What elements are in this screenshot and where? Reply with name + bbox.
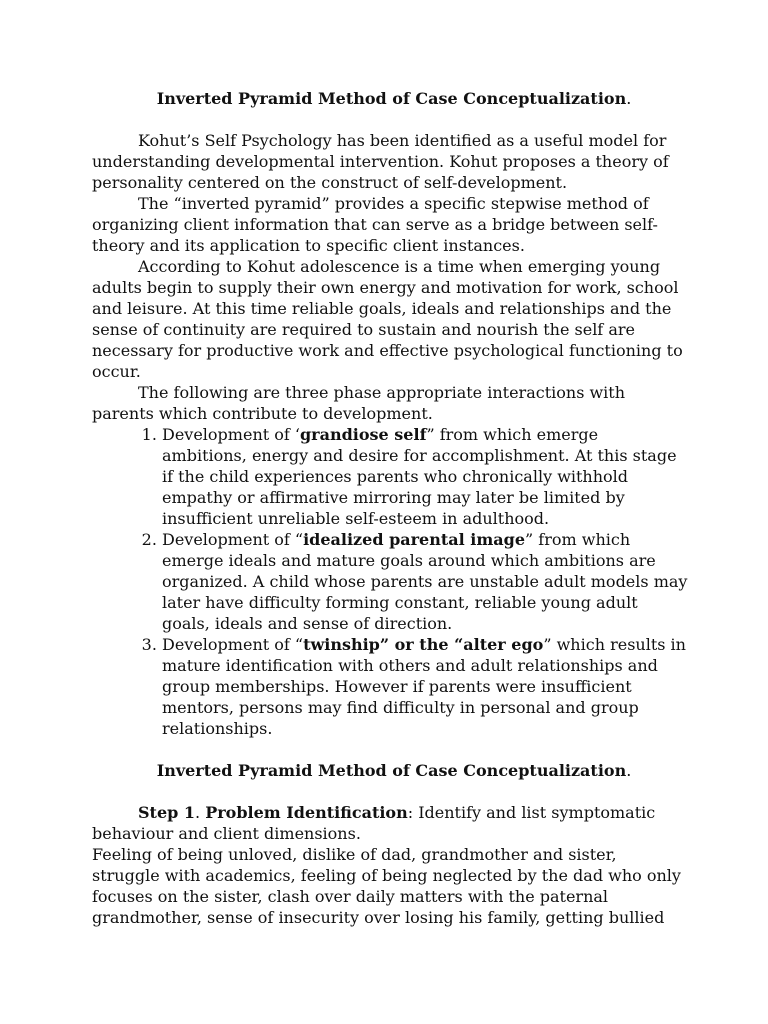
title-dot: . [626,89,632,108]
section-title-text: Inverted Pyramid Method of Case Conceptualization [156,761,627,780]
step-1-heading: Problem Identification [205,803,408,822]
title-text: Inverted Pyramid Method of Case Conceptualization [156,89,627,108]
paragraph-5: Feeling of being unloved, dislike of dad, grandmother and sister, struggle with academics, feeling of being neglected by the dad who only focuses on the sister, clash over daily matters with the paternal grandmother, sense of insecurity over losing his family, getting bullied [92,845,681,927]
step-1-paragraph: Step 1. Problem Identification: Identify and list symptomatic behaviour and client dimensions. [92,803,656,843]
list-item: 2. Development of “idealized parental image” from which emerge ideals and mature goals around which ambitions are organized. A child whose parents are unstable adult models may later have difficulty forming constant, reliable young adult goals, ideals and sense of direction. [162,529,688,634]
term-twinship: twinship [303,635,380,654]
step-1-label: Step 1 [138,803,196,822]
paragraph-2: The “inverted pyramid” provides a specific stepwise method of organizing client information that can serve as a bridge between self-theory and its application to specific client instances. [92,194,658,255]
term-grandiose-self: grandiose self [299,425,427,444]
term-alter-ego: alter ego [463,635,544,654]
list-item: 3. Development of “twinship” or the “alter ego” which results in mature identification with others and adult relationships and group memberships. However if parents were insufficient mentors, persons may find difficulty in personal and group relationships. [162,634,688,739]
paragraph-3: According to Kohut adolescence is a time when emerging young adults begin to supply their own energy and motivation for work, school and leisure. At this time reliable goals, ideals and relationships and the sense of continuity are required to sustain and nourish the self are necessary for productive work and effective psychological functioning to occur. [92,257,683,381]
paragraph-1: Kohut’s Self Psychology has been identified as a useful model for understanding developmental intervention. Kohut proposes a theory of personality centered on the construct of self-development. [92,131,669,192]
phase-list [92,424,688,739]
term-idealized-parental-image: idealized parental image [303,530,526,549]
paragraph-4: The following are three phase appropriate interactions with parents which contribute to development. [92,383,626,423]
section-title: Inverted Pyramid Method of Case Conceptualization. [156,761,632,780]
document-title [92,88,688,109]
list-item: 1. Development of ‘grandiose self” from which emerge ambitions, energy and desire for accomplishment. At this stage if the child experiences parents who chronically withhold empathy or affirmative mirroring may later be limited by insufficient unreliable self-esteem in adulthood. [162,424,688,529]
